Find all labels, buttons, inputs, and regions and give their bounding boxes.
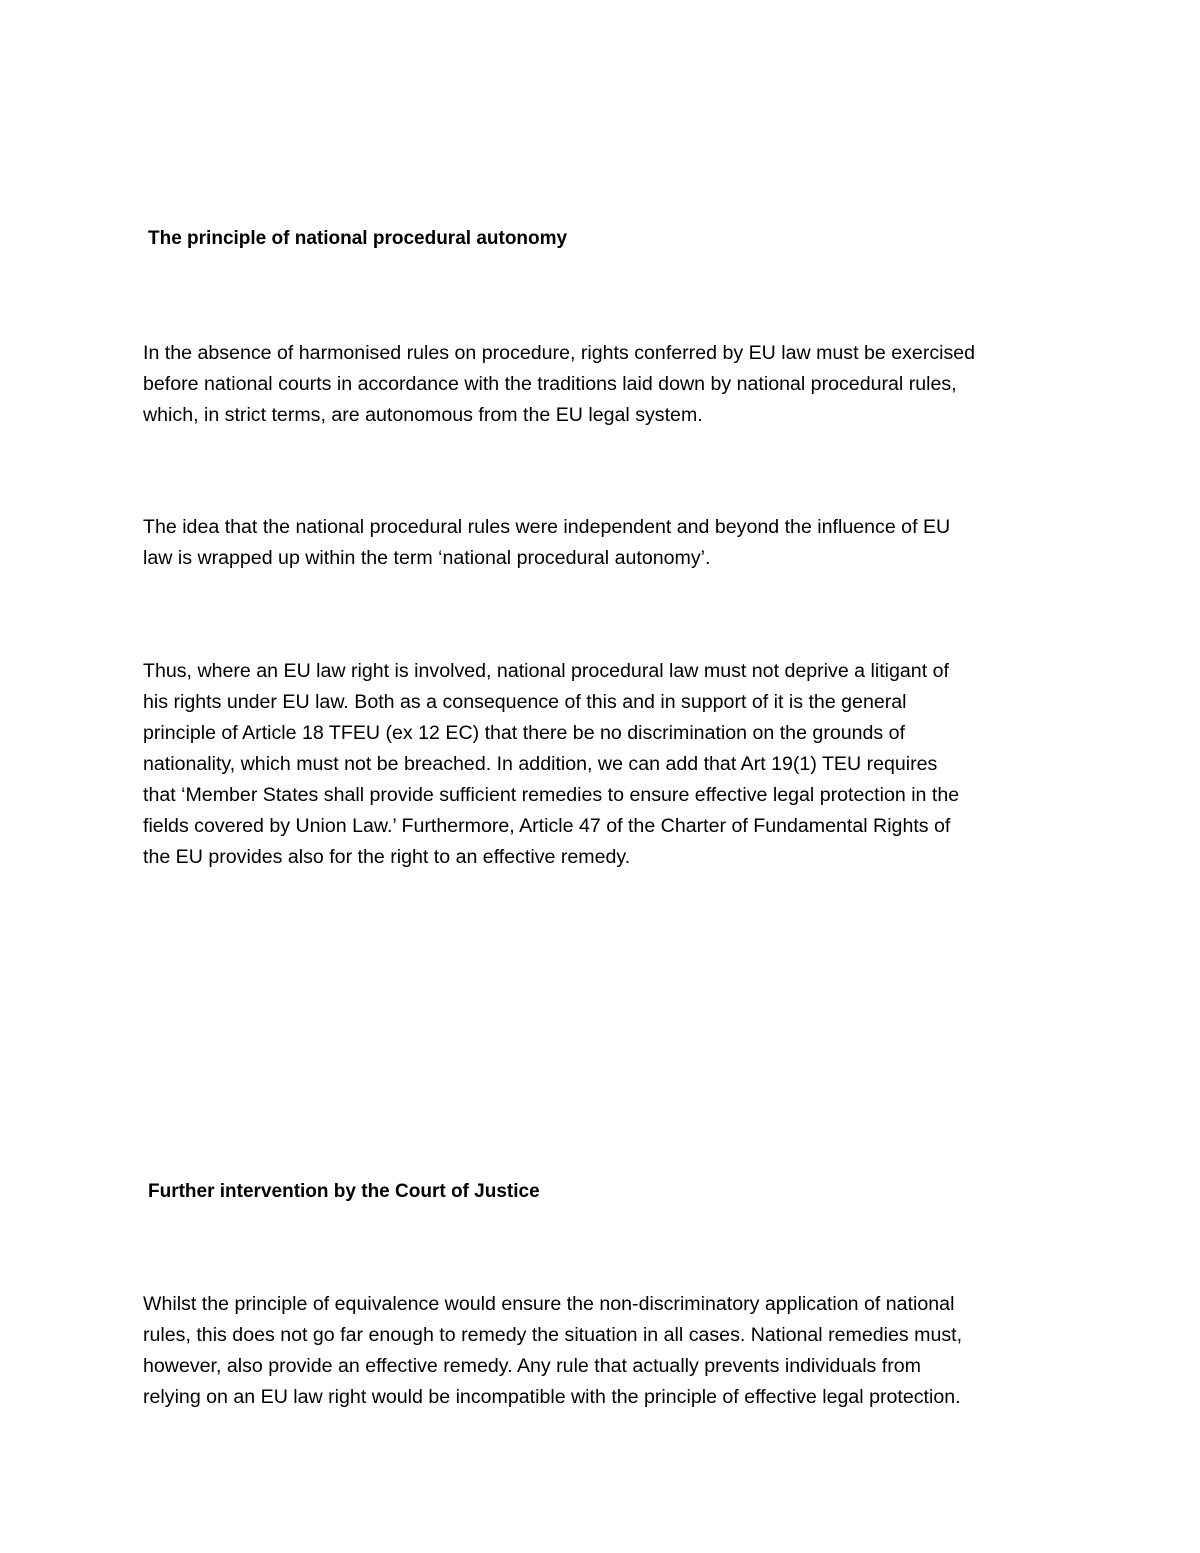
text-line: relying on an EU law right would be incompatible with the principle of effective legal protection. — [143, 1386, 961, 1408]
text-line: the EU provides also for the right to an effective remedy. — [143, 846, 631, 868]
section-heading-procedural-autonomy: The principle of national procedural autonomy — [148, 228, 568, 249]
text-line: his rights under EU law. Both as a consequence of this and in support of it is the general — [143, 691, 907, 713]
text-line: Thus, where an EU law right is involved, national procedural law must not deprive a litigant of — [143, 660, 949, 682]
text-line: before national courts in accordance with the traditions laid down by national procedural rules, — [143, 373, 957, 395]
text-line: nationality, which must not be breached. In addition, we can add that Art 19(1) TEU requires — [143, 753, 938, 775]
text-line: principle of Article 18 TFEU (ex 12 EC) that there be no discrimination on the grounds of — [143, 722, 906, 744]
section-heading-court-of-justice: Further intervention by the Court of Justice — [148, 1181, 540, 1202]
text-line: however, also provide an effective remedy. Any rule that actually prevents individuals from — [143, 1355, 921, 1377]
paragraph-harmonised-rules — [143, 338, 1055, 431]
text-line: law is wrapped up within the term ‘national procedural autonomy’. — [143, 547, 711, 569]
text-line: which, in strict terms, are autonomous from the EU legal system. — [143, 404, 703, 426]
text-line: that ‘Member States shall provide sufficient remedies to ensure effective legal protection in the — [143, 784, 960, 806]
paragraph-eu-law-rights — [143, 656, 1055, 873]
text-line: rules, this does not go far enough to remedy the situation in all cases. National remedies must, — [143, 1324, 963, 1346]
text-line: Whilst the principle of equivalence would ensure the non-discriminatory application of national — [143, 1293, 955, 1315]
text-line: The idea that the national procedural rules were independent and beyond the influence of EU — [143, 516, 951, 538]
text-line: fields covered by Union Law.’ Furthermore, Article 47 of the Charter of Fundamental Rights of — [143, 815, 951, 837]
text-line: In the absence of harmonised rules on procedure, rights conferred by EU law must be exercised — [143, 342, 976, 364]
paragraph-equivalence-principle — [143, 1289, 1055, 1413]
paragraph-autonomy-idea — [143, 512, 1055, 574]
